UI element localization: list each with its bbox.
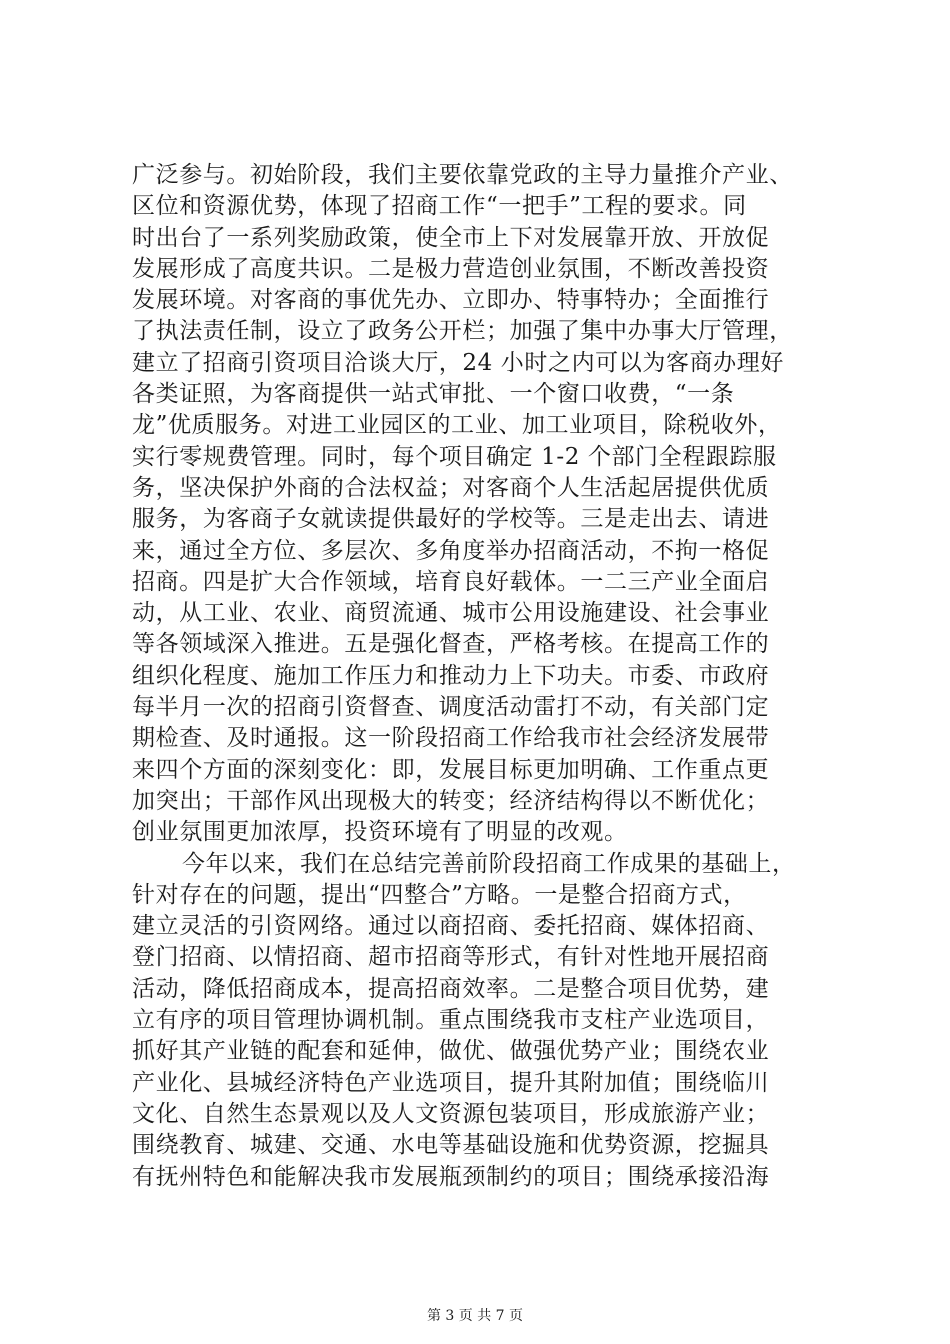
body-text [132,160,832,1193]
text-line: 了执法责任制，设立了政务公开栏；加强了集中办事大厅管理， [132,318,793,345]
text-line: 区位和资源优势，体现了招商工作“一把手”工程的要求。同 [132,193,747,220]
text-line: 时出台了一系列奖励政策，使全市上下对发展靠开放、开放促 [132,224,770,251]
text-line: 组织化程度、施加工作压力和推动力上下功夫。市委、市政府 [132,662,770,689]
text-line: 广泛参与。初始阶段，我们主要依靠党政的主导力量推介产业、 [132,162,793,188]
text-line: 针对存在的问题，提出“四整合”方略。一是整合招商方式， [132,881,747,908]
text-line: 建立灵活的引资网络。通过以商招商、委托招商、媒体招商、 [132,913,770,940]
text-line: 发展形成了高度共识。二是极力营造创业氛围，不断改善投资 [132,255,770,282]
text-line: 创业氛围更加浓厚，投资环境有了明显的改观。 [132,819,628,846]
text-line: 来，通过全方位、多层次、多角度举办招商活动，不拘一格促 [132,537,770,564]
text-line: 等各领域深入推进。五是强化督查，严格考核。在提高工作的 [132,631,770,658]
text-line: 务，坚决保护外商的合法权益；对客商个人生活起居提供优质 [132,474,770,501]
text-line: 文化、自然生态景观以及人文资源包装项目，形成旅游产业； [132,1100,770,1127]
text-line: 活动，降低招商成本，提高招商效率。二是整合项目优势，建 [132,975,770,1002]
text-line: 招商。四是扩大合作领域，培育良好载体。一二三产业全面启 [132,568,770,595]
text-line: 产业化、县城经济特色产业选项目，提升其附加值；围绕临川 [132,1069,770,1096]
text-line: 期检查、及时通报。这一阶段招商工作给我市社会经济发展带 [132,725,770,752]
text-line: 发展环境。对客商的事优先办、立即办、特事特办；全面推行 [132,287,770,314]
page-number-footer: 第 3 页 共 7 页 [426,1308,524,1324]
text-line: 动，从工业、农业、商贸流通、城市公用设施建设、社会事业 [132,600,770,627]
text-line: 各类证照，为客商提供一站式审批、一个窗口收费，“一条 [132,381,735,408]
text-line: 加突出；干部作风出现极大的转变；经济结构得以不断优化； [132,787,770,814]
text-line: 来四个方面的深刻变化：即，发展目标更加明确、工作重点更 [132,756,770,783]
text-line: 实行零规费管理。同时，每个项目确定 1-2 个部门全程跟踪服 [132,443,777,470]
text-line: 围绕教育、城建、交通、水电等基础设施和优势资源，挖掘具 [132,1132,770,1159]
text-line: 龙”优质服务。对进工业园区的工业、加工业项目，除税收外， [132,412,782,439]
text-line: 有抚州特色和能解决我市发展瓶颈制约的项目；围绕承接沿海 [132,1163,770,1190]
text-line: 登门招商、以情招商、超市招商等形式，有针对性地开展招商 [132,944,770,971]
text-line: 建立了招商引资项目洽谈大厅，24 小时之内可以为客商办理好 [132,349,784,376]
text-line: 服务，为客商子女就读提供最好的学校等。三是走出去、请进 [132,506,770,533]
text-line: 立有序的项目管理协调机制。重点围绕我市支柱产业选项目， [132,1007,770,1034]
text-line: 抓好其产业链的配套和延伸，做优、做强优势产业；围绕农业 [132,1038,770,1065]
paragraph-start-line: 今年以来，我们在总结完善前阶段招商工作成果的基础上， [182,850,796,877]
text-line: 每半月一次的招商引资督查、调度活动雷打不动，有关部门定 [132,694,770,721]
